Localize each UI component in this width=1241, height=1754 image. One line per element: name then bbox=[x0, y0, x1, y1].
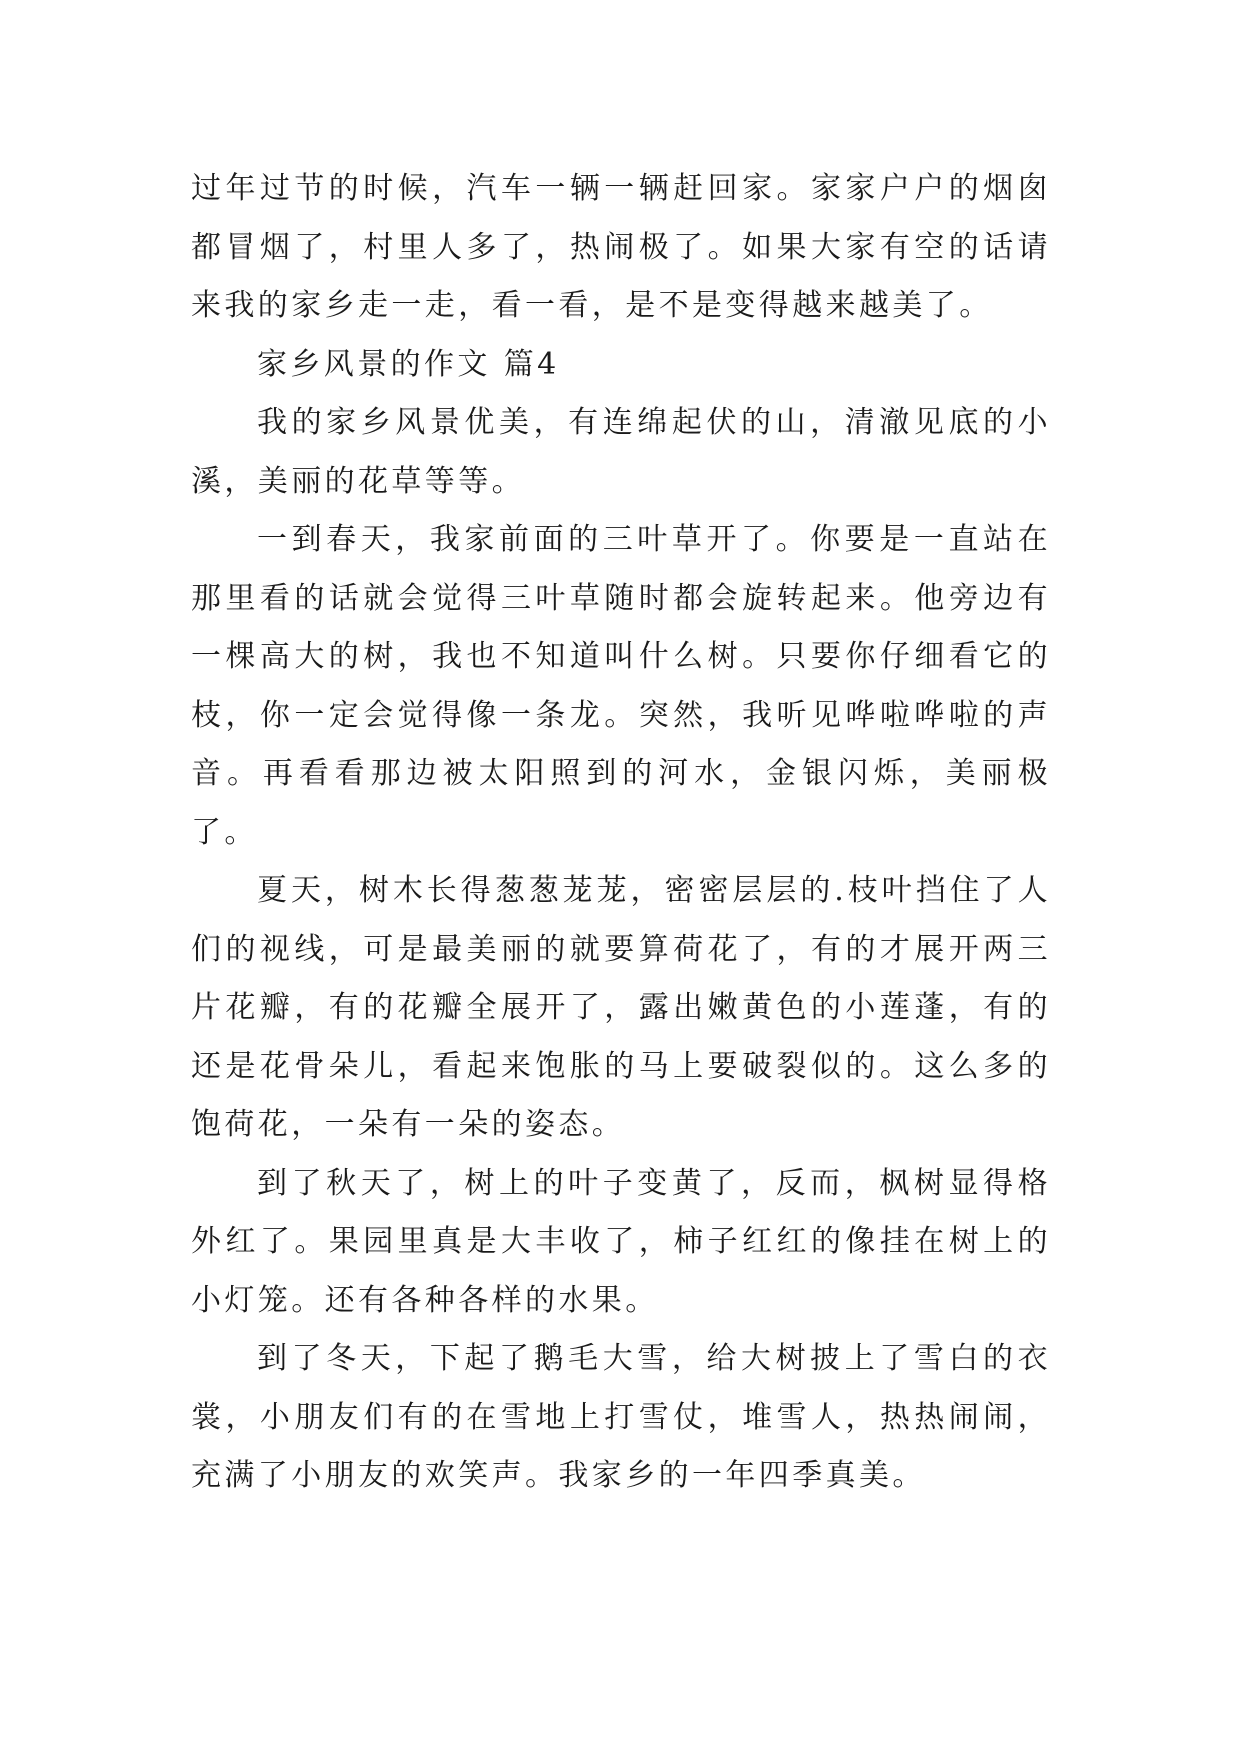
paragraph-spring: 一到春天，我家前面的三叶草开了。你要是一直站在那里看的话就会觉得三叶草随时都会旋转起来。他旁边有一棵高大的树，我也不知道叫什么树。只要你仔细看它的枝，你一定会觉得像一条龙。突然，我听见哗啦哗啦的声音。再看看那边被太阳照到的河水，金银闪烁，美丽极了。 bbox=[191, 522, 1051, 850]
paragraph-autumn: 到了秋天了，树上的叶子变黄了，反而，枫树显得格外红了。果园里真是大丰收了，柿子红红的像挂在树上的小灯笼。还有各种各样的水果。 bbox=[191, 1165, 1051, 1318]
section-heading: 家乡风景的作文 篇4 bbox=[257, 346, 560, 382]
paragraph-winter: 到了冬天，下起了鹅毛大雪，给大树披上了雪白的衣裳，小朋友们有的在雪地上打雪仗，堆雪人，热热闹闹，充满了小朋友的欢笑声。我家乡的一年四季真美。 bbox=[191, 1341, 1051, 1493]
essay-body bbox=[191, 160, 1051, 1506]
continued-paragraph: 过年过节的时候，汽车一辆一辆赶回家。家家户户的烟囱都冒烟了，村里人多了，热闹极了。如果大家有空的话请来我的家乡走一走，看一看，是不是变得越来越美了。 bbox=[191, 171, 1051, 323]
paragraph-intro: 我的家乡风景优美，有连绵起伏的山，清澈见底的小溪，美丽的花草等等。 bbox=[191, 405, 1051, 499]
paragraph-summer: 夏天，树木长得葱葱茏茏，密密层层的.枝叶挡住了人们的视线，可是最美丽的就要算荷花了，有的才展开两三片花瓣，有的花瓣全展开了，露出嫩黄色的小莲蓬，有的还是花骨朵儿，看起来饱胀的马上要破裂似的。这么多的饱荷花，一朵有一朵的姿态。 bbox=[191, 873, 1051, 1142]
